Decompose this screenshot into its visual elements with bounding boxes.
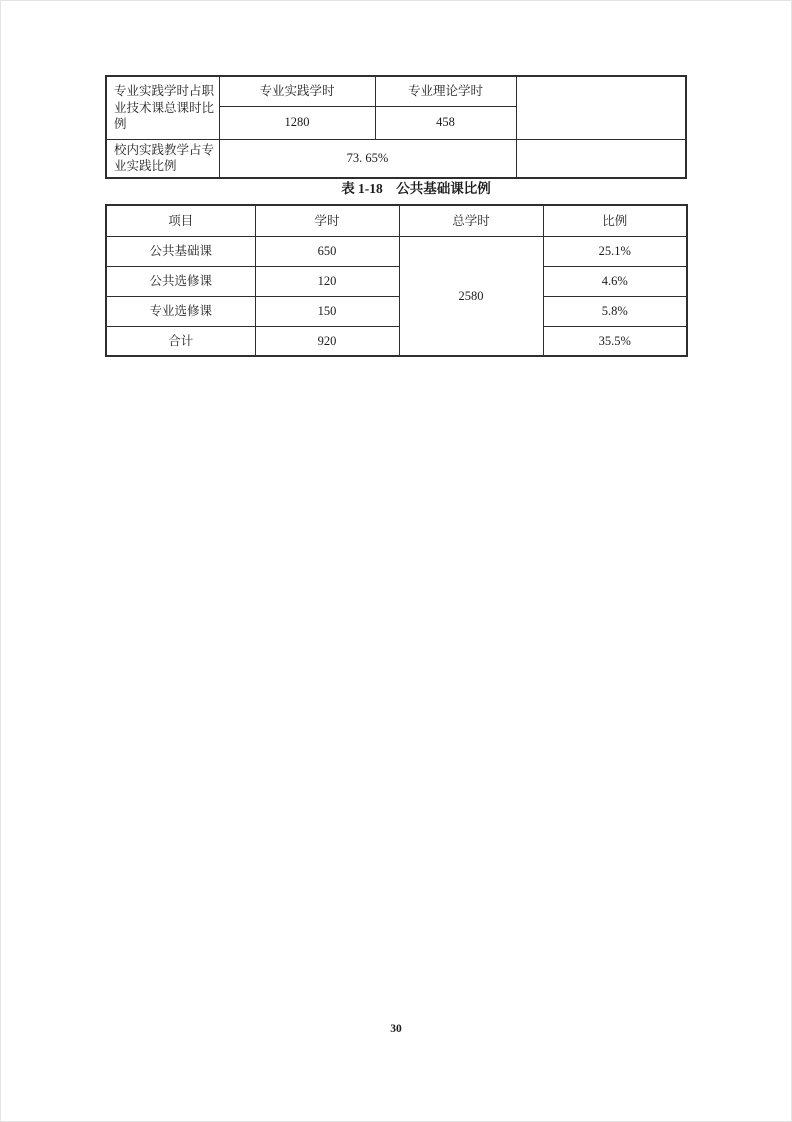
header-item-cell: 项目 (106, 205, 255, 236)
hours-cell: 120 (255, 266, 399, 296)
header-ratio-cell: 比例 (543, 205, 687, 236)
practice-ratio-table (105, 75, 687, 179)
table-row (106, 326, 687, 356)
campus-practice-ratio-cell: 73. 65% (219, 139, 516, 178)
item-cell: 专业选修课 (106, 296, 255, 326)
hours-cell: 650 (255, 236, 399, 266)
practice-ratio-label-cell: 专业实践学时占职业技术课总课时比例 (106, 76, 219, 139)
header-hours-cell: 学时 (255, 205, 399, 236)
ratio-cell: 4.6% (543, 266, 687, 296)
page-number: 30 (390, 1023, 402, 1035)
theory-hours-header-cell: 专业理论学时 (375, 76, 516, 106)
header-total-hours-cell: 总学时 (399, 205, 543, 236)
empty-cell (516, 139, 686, 178)
practice-hours-header-cell: 专业实践学时 (219, 76, 375, 106)
table-row (106, 296, 687, 326)
ratio-cell: 25.1% (543, 236, 687, 266)
campus-practice-label-cell: 校内实践教学占专业实践比例 (106, 139, 219, 178)
item-cell: 合计 (106, 326, 255, 356)
item-cell: 公共基础课 (106, 236, 255, 266)
ratio-cell: 5.8% (543, 296, 687, 326)
empty-cell (516, 76, 686, 139)
item-cell: 公共选修课 (106, 266, 255, 296)
table-row (106, 139, 686, 178)
table-header-row (106, 205, 687, 236)
table-row (106, 76, 686, 106)
table-row (106, 236, 687, 266)
table-1-18-title: 表 1-18 公共基础课比例 (341, 181, 491, 196)
practice-hours-value-cell: 1280 (219, 106, 375, 139)
total-hours-cell: 2580 (399, 236, 543, 356)
table-row (106, 266, 687, 296)
ratio-cell: 35.5% (543, 326, 687, 356)
public-basic-course-table (105, 204, 688, 357)
theory-hours-value-cell: 458 (375, 106, 516, 139)
hours-cell: 150 (255, 296, 399, 326)
hours-cell: 920 (255, 326, 399, 356)
